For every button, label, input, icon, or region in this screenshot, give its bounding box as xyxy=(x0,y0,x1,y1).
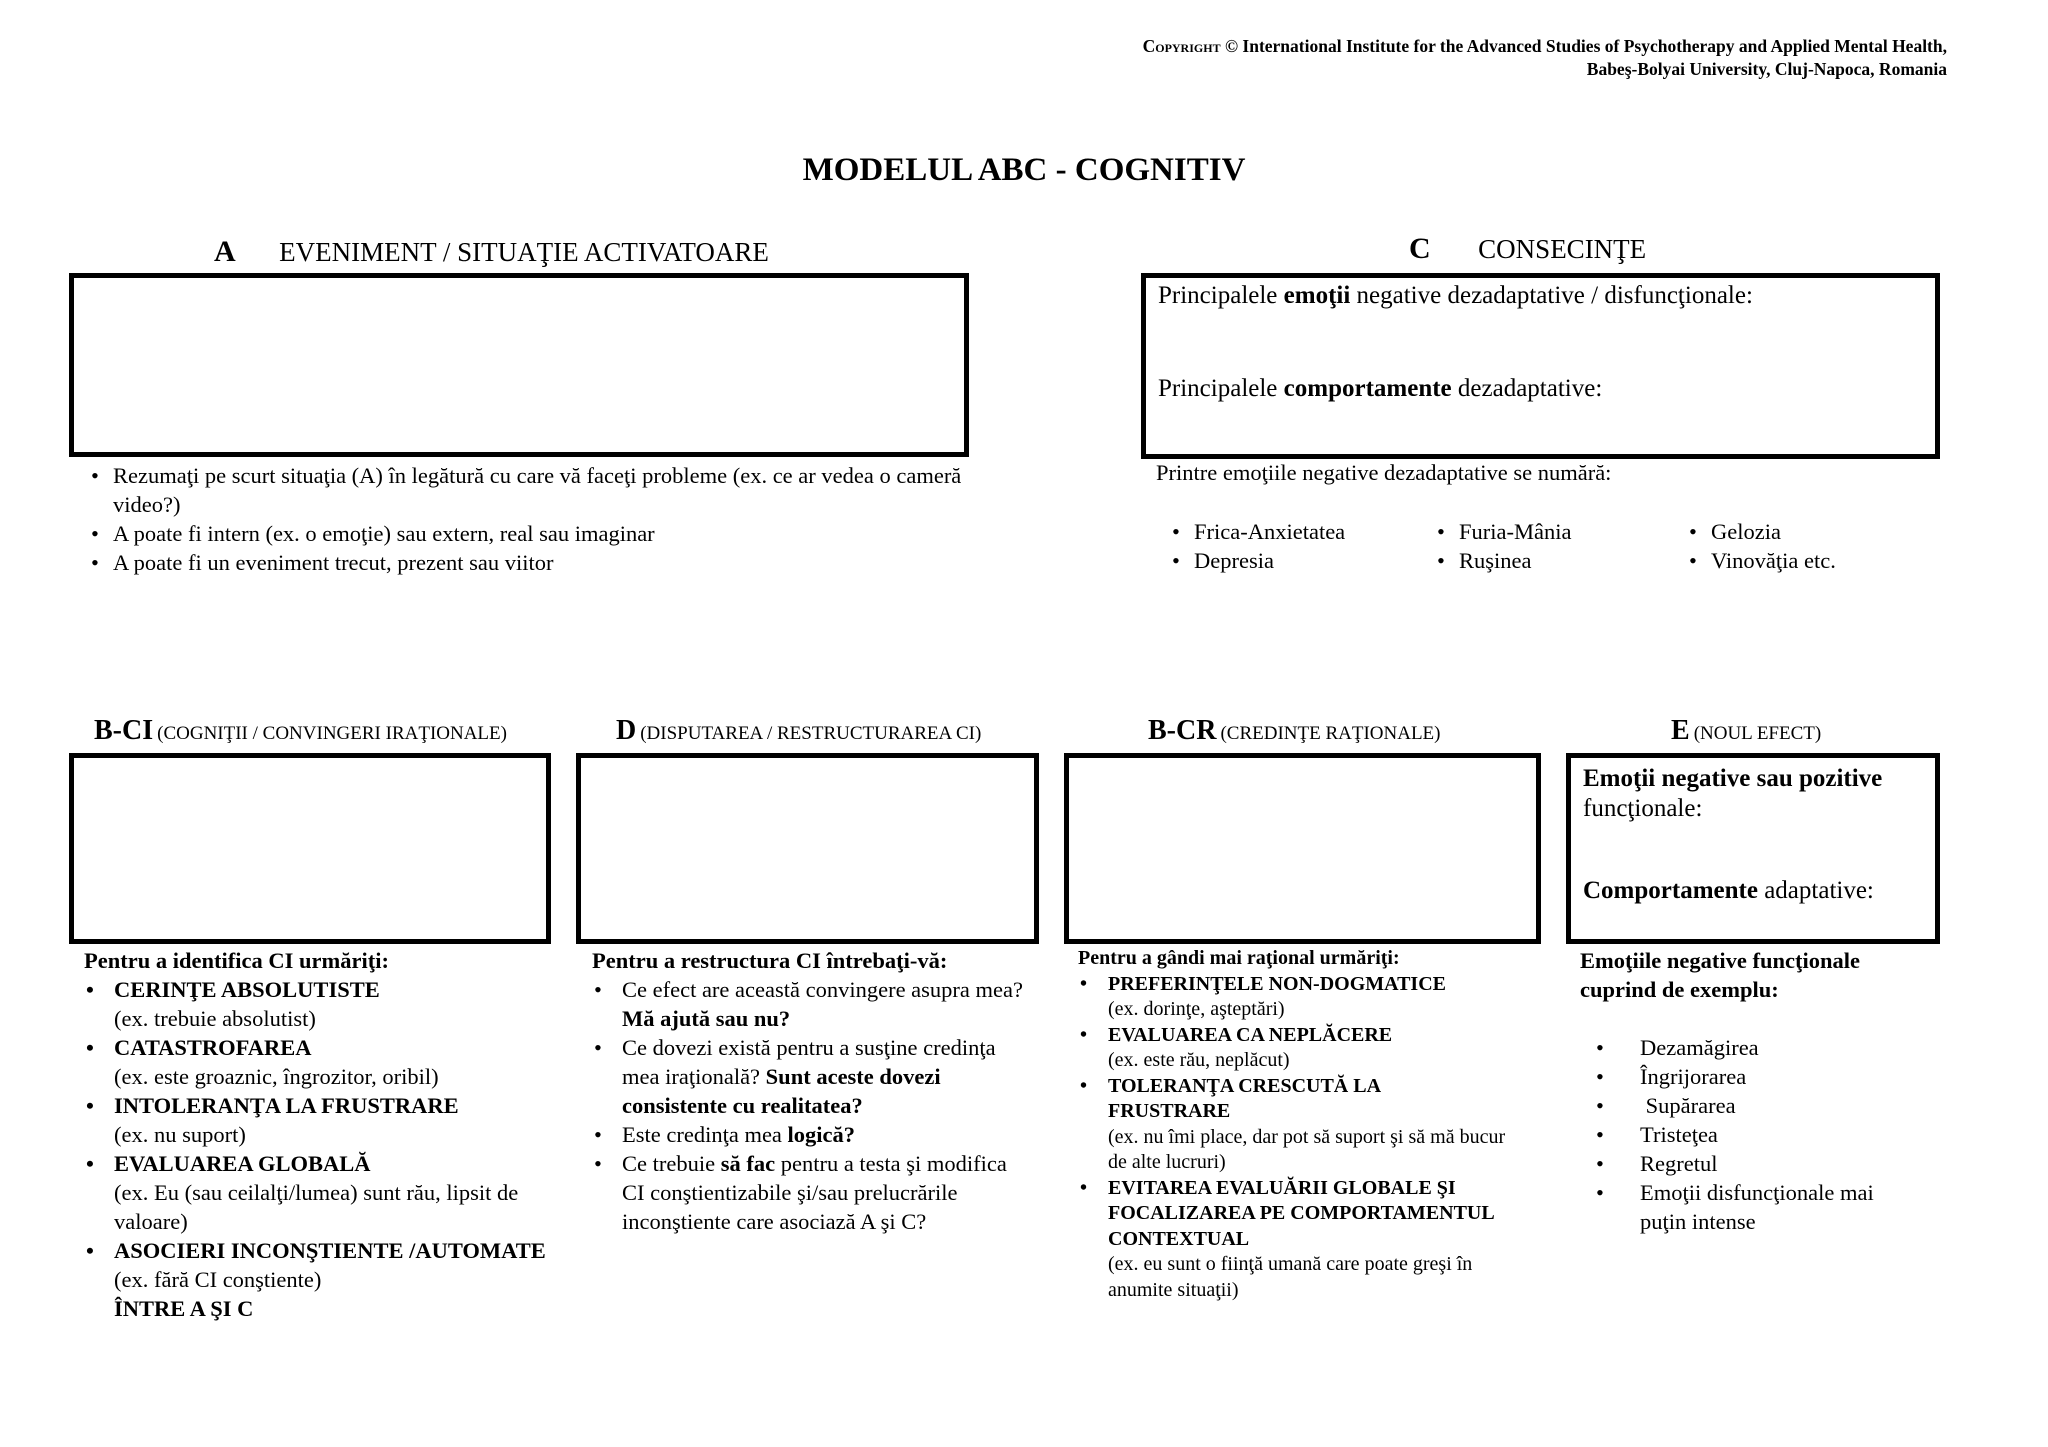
list-item: • Supărarea xyxy=(1594,1091,1874,1120)
section-bci-text xyxy=(84,946,554,1323)
list-item: • Emoţii disfuncţionale mai puţin intense xyxy=(1594,1178,1874,1236)
section-a-box[interactable] xyxy=(69,273,969,457)
list-item: • ASOCIERI INCONŞTIENTE /AUTOMATE (ex. fără CI conştiente) ÎNTRE A ŞI C xyxy=(84,1236,554,1323)
list-item: • CERINŢE ABSOLUTISTE (ex. trebuie absolutist) xyxy=(84,975,554,1033)
list-item: • Rezumaţi pe scurt situaţia (A) în legătură cu care vă faceţi probleme (ex. ce ar vedea o cameră video?) xyxy=(89,461,969,519)
list-item: • CATASTROFAREA (ex. este groaznic, îngrozitor, oribil) xyxy=(84,1033,554,1091)
list-item: • Depresia xyxy=(1170,546,1345,575)
d-intro: Pentru a restructura CI întrebaţi-vă: xyxy=(592,948,948,973)
c-emotions-intro: Printre emoţiile negative dezadaptative se numără: xyxy=(1156,460,1612,485)
list-item: • Gelozia xyxy=(1687,517,1836,546)
list-item: • PREFERINŢELE NON-DOGMATICE (ex. dorinţe, aşteptări) xyxy=(1078,972,1538,1023)
e-list xyxy=(1594,1033,1874,1236)
section-bci-letter: B-CI xyxy=(94,715,154,746)
page-title: MODELUL ABC - COGNITIV xyxy=(802,152,1246,188)
section-c-box[interactable] xyxy=(1141,273,1940,459)
list-item: • Furia-Mânia xyxy=(1435,517,1571,546)
section-d-box[interactable] xyxy=(576,753,1039,944)
c-emotions-col-3 xyxy=(1687,517,1836,575)
list-item: • Frica-Anxietatea xyxy=(1170,517,1345,546)
list-item: • TOLERANŢA CRESCUTĂ LA FRUSTRARE (ex. nu îmi place, dar pot să suport şi să mă bucur de alte lucruri) xyxy=(1078,1074,1538,1176)
list-item: • Regretul xyxy=(1594,1149,1874,1178)
section-bcr-heading xyxy=(1148,715,1441,747)
d-questions xyxy=(592,975,1028,1236)
section-bcr-box[interactable] xyxy=(1064,753,1541,944)
list-item: • A poate fi intern (ex. o emoţie) sau extern, real sau imaginar xyxy=(89,519,969,548)
c-emotions-col-1 xyxy=(1170,517,1345,575)
section-a-label: EVENIMENT / SITUAŢIE ACTIVATOARE xyxy=(279,237,769,267)
copyright-prefix: Copyright xyxy=(1142,36,1221,56)
section-c-heading xyxy=(1409,233,1646,265)
e-intro: Emoţiile negative funcţionale cuprind de exemplu: xyxy=(1580,948,1860,1002)
list-item: • Dezamăgirea xyxy=(1594,1033,1874,1062)
section-a-heading xyxy=(214,236,769,268)
section-d-label: (DISPUTAREA / RESTRUCTURAREA CI) xyxy=(640,723,982,744)
list-item: • Ce efect are această convingere asupra mea? Mă ajută sau nu? xyxy=(592,975,1028,1033)
section-bcr-letter: B-CR xyxy=(1148,715,1217,746)
list-item: • Îngrijorarea xyxy=(1594,1062,1874,1091)
section-c-letter: C xyxy=(1409,232,1431,265)
list-item: • Tristeţea xyxy=(1594,1120,1874,1149)
list-item: • EVALUAREA GLOBALĂ (ex. Eu (sau ceilalţi/lumea) sunt rău, lipsit de valoare) xyxy=(84,1149,554,1236)
e-emotions-prompt: Emoţii negative sau pozitive funcţionale: xyxy=(1583,765,1883,822)
copyright-line-2: Babeş-Bolyai University, Cluj-Napoca, Romania xyxy=(1586,59,1947,79)
section-e-text xyxy=(1580,946,1920,1236)
section-c-label: CONSECINŢE xyxy=(1478,234,1647,264)
copyright-line-1: © International Institute for the Advanced Studies of Psychotherapy and Applied Mental Health, xyxy=(1224,36,1947,56)
list-item: • Vinovăţia etc. xyxy=(1687,546,1836,575)
section-bcr-label: (CREDINŢE RAŢIONALE) xyxy=(1220,723,1441,744)
section-bcr-text xyxy=(1078,946,1538,1303)
section-d-letter: D xyxy=(616,715,637,746)
e-behaviours-prompt: Comportamente adaptative: xyxy=(1583,877,1874,904)
section-d-heading xyxy=(616,715,981,747)
section-bci-box[interactable] xyxy=(69,753,551,944)
bci-list xyxy=(84,975,554,1323)
list-item: • A poate fi un eveniment trecut, prezent sau viitor xyxy=(89,548,969,577)
section-e-letter: E xyxy=(1671,715,1690,746)
section-e-box[interactable] xyxy=(1566,753,1940,944)
c-emotions-prompt: Principalele emoţii negative dezadaptative / disfuncţionale: xyxy=(1158,282,1753,309)
section-e-label: (NOUL EFECT) xyxy=(1693,723,1822,744)
list-item: • Este credinţa mea logică? xyxy=(592,1120,1028,1149)
section-bci-label: (COGNIŢII / CONVINGERI IRAŢIONALE) xyxy=(157,723,507,744)
bci-intro: Pentru a identifica CI urmăriţi: xyxy=(84,948,389,973)
list-item: • INTOLERANŢA LA FRUSTRARE (ex. nu suport) xyxy=(84,1091,554,1149)
list-item: • EVALUAREA CA NEPLĂCERE (ex. este rău, neplăcut) xyxy=(1078,1023,1538,1074)
list-item: • Ce dovezi există pentru a susţine credinţa mea iraţională? Sunt aceste dovezi consistente cu realitatea? xyxy=(592,1033,1028,1120)
section-a-notes xyxy=(89,461,969,577)
c-emotions-col-2 xyxy=(1435,517,1571,575)
section-a-letter: A xyxy=(214,235,236,268)
c-behaviours-prompt: Principalele comportamente dezadaptative: xyxy=(1158,375,1603,402)
section-e-heading xyxy=(1671,715,1821,747)
list-item: • EVITAREA EVALUĂRII GLOBALE ŞI FOCALIZAREA PE COMPORTAMENTUL CONTEXTUAL (ex. eu sunt o fiinţă umană care poate greşi în anumite situaţii) xyxy=(1078,1176,1538,1304)
list-item: • Ce trebuie să fac pentru a testa şi modifica CI conştientizabile şi/sau prelucrările inconştiente care asociază A şi C? xyxy=(592,1149,1028,1236)
bcr-list xyxy=(1078,972,1538,1304)
list-item: • Ruşinea xyxy=(1435,546,1571,575)
copyright-notice xyxy=(1143,35,1947,81)
bcr-intro: Pentru a gândi mai raţional urmăriţi: xyxy=(1078,947,1400,969)
section-bci-heading xyxy=(94,715,507,747)
section-d-text xyxy=(592,946,1028,1236)
